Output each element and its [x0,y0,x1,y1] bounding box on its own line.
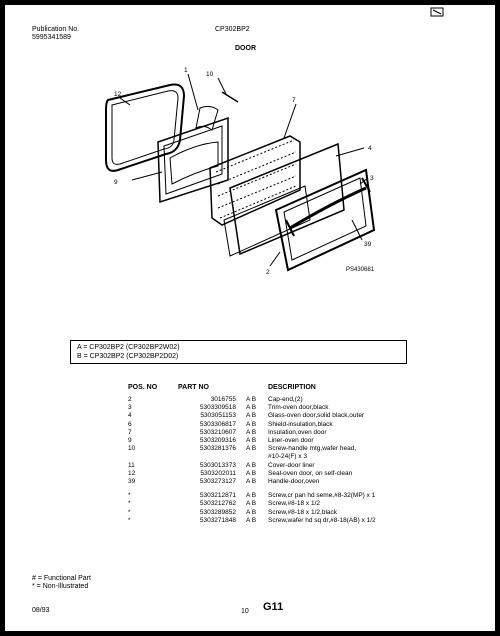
callout-3: 3 [370,175,374,182]
table-row: * 5303212762 A B Screw,#8-18 x 1/2 [128,500,321,508]
footer-page-number: 10 [241,608,249,615]
door-handle [290,188,366,228]
col-part-no: PART NO [178,384,209,391]
door-exploded-diagram [100,60,400,275]
callout-2: 2 [266,269,270,275]
callout-9: 9 [114,179,118,186]
callout-10: 10 [206,71,214,78]
publication-label: Publication No. [32,26,80,33]
callout-4: 4 [368,145,372,152]
table-row: 12 5303202011 A B Seal-oven door, on self-clean [128,469,353,477]
oven-door-glass [230,144,344,254]
table-row: 39 5303273127 A B Handle-door,oven [128,478,320,486]
table-row: * 5303289852 A B Screw,#8-18 x 1/2,black [128,508,338,516]
publication-number: 5995341589 [32,34,71,41]
model-number: CP302BP2 [215,26,250,33]
model-legend [70,340,407,364]
table-row: 7 5303210607 A B Insulation,oven door [128,428,327,436]
table-row: * 5303212871 A B Screw,cr pan hd seme,#8-32(MP) x 1 [128,492,376,500]
table-row: 2 3016755 A B Cap-end,(2) [128,396,303,403]
callout-1: 1 [184,67,188,74]
table-row: * 5303271848 A B Screw,wafer hd sq dr,#8-18(AB) x 1/2 [128,516,376,524]
footnote-functional: # = Functional Part [32,575,91,582]
table-row: 9 5303209316 A B Liner-oven door [128,437,314,445]
footnote-non-illustrated: * = Non-Illustrated [32,583,89,590]
col-pos-no: POS. NO [128,384,158,391]
col-model [246,384,268,396]
col-description: DESCRIPTION [268,384,316,391]
figure-code: PS430681 [346,267,375,273]
table-row: 4 5303051153 A B Glass-oven door,solid black,outer [128,412,365,420]
callout-12: 12 [114,91,122,98]
callout-39: 39 [364,241,372,248]
footer-page-code: G11 [263,601,284,613]
parts-table [128,384,428,525]
insulation-panel [210,136,300,225]
table-row: 10 5303281376 A B Screw-handle mtg,wafer head, [128,445,357,453]
legend-line-b: B = CP302BP2 (CP302BP2D02) [77,353,179,360]
page-corner-mark [430,5,444,17]
table-row: #10-24(F) x 3 [268,453,308,461]
callout-7: 7 [292,97,296,104]
table-row: 3 5303309518 A B Trim-oven door,black [128,404,329,412]
section-title: DOOR [235,45,256,52]
table-row: 6 5303306817 A B Shield-insulation,black [128,420,333,428]
table-row: 11 5303013373 A B Cover-door liner [128,461,315,469]
legend-line-a: A = CP302BP2 (CP302BP2W02) [77,344,180,351]
footer-date: 08/93 [32,607,50,614]
